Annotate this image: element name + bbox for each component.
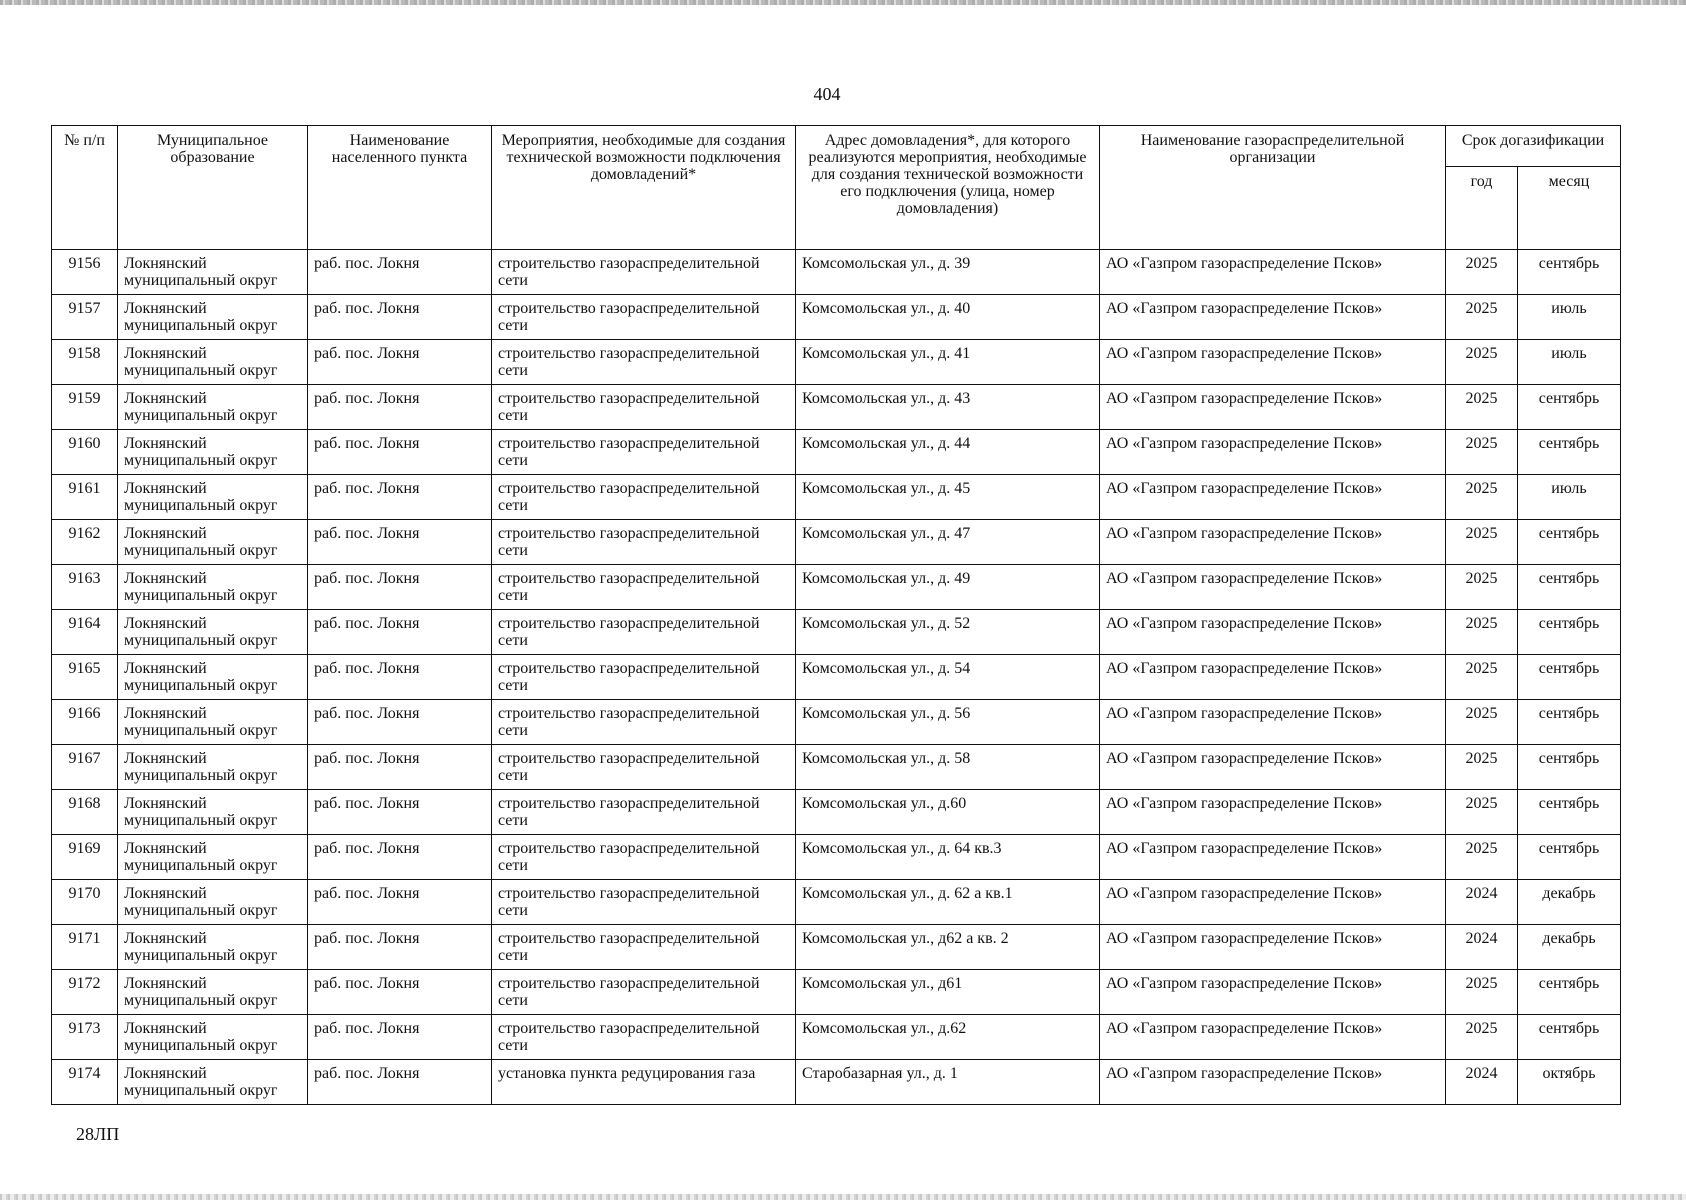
cell-address: Комсомольская ул., д. 39 [796,250,1100,295]
cell-settlement: раб. пос. Локня [308,340,492,385]
cell-address: Комсомольская ул., д. 40 [796,295,1100,340]
cell-settlement: раб. пос. Локня [308,1060,492,1105]
cell-measures: строительство газораспределительной сети [492,565,796,610]
cell-num: 9171 [52,925,118,970]
header-organization: Наименование газораспределительной организации [1100,126,1446,250]
cell-measures: строительство газораспределительной сети [492,520,796,565]
table-row [52,1060,1621,1105]
cell-month: сентябрь [1518,430,1621,475]
cell-settlement: раб. пос. Локня [308,295,492,340]
header-month: месяц [1518,167,1621,250]
cell-settlement: раб. пос. Локня [308,970,492,1015]
cell-municipality: Локнянский муниципальный округ [118,610,308,655]
cell-address: Комсомольская ул., д. 62 а кв.1 [796,880,1100,925]
cell-month: сентябрь [1518,385,1621,430]
cell-month: сентябрь [1518,745,1621,790]
cell-measures: строительство газораспределительной сети [492,610,796,655]
cell-municipality: Локнянский муниципальный округ [118,880,308,925]
cell-num: 9170 [52,880,118,925]
cell-settlement: раб. пос. Локня [308,925,492,970]
table-row [52,745,1621,790]
cell-year: 2025 [1446,790,1518,835]
table-row [52,340,1621,385]
cell-measures: строительство газораспределительной сети [492,655,796,700]
cell-measures: установка пункта редуцирования газа [492,1060,796,1105]
header-num: № п/п [52,126,118,250]
cell-address: Комсомольская ул., д. 52 [796,610,1100,655]
table-row [52,520,1621,565]
cell-municipality: Локнянский муниципальный округ [118,295,308,340]
cell-municipality: Локнянский муниципальный округ [118,745,308,790]
cell-organization: АО «Газпром газораспределение Псков» [1100,340,1446,385]
cell-municipality: Локнянский муниципальный округ [118,340,308,385]
cell-measures: строительство газораспределительной сети [492,700,796,745]
cell-address: Комсомольская ул., д. 49 [796,565,1100,610]
cell-address: Комсомольская ул., д62 а кв. 2 [796,925,1100,970]
cell-municipality: Локнянский муниципальный округ [118,790,308,835]
cell-address: Комсомольская ул., д. 47 [796,520,1100,565]
table-row [52,880,1621,925]
cell-organization: АО «Газпром газораспределение Псков» [1100,880,1446,925]
cell-organization: АО «Газпром газораспределение Псков» [1100,745,1446,790]
cell-num: 9169 [52,835,118,880]
table-row [52,655,1621,700]
cell-municipality: Локнянский муниципальный округ [118,1060,308,1105]
cell-num: 9172 [52,970,118,1015]
cell-year: 2024 [1446,1060,1518,1105]
cell-organization: АО «Газпром газораспределение Псков» [1100,520,1446,565]
cell-month: сентябрь [1518,835,1621,880]
table-row [52,250,1621,295]
cell-address: Комсомольская ул., д. 44 [796,430,1100,475]
cell-municipality: Локнянский муниципальный округ [118,520,308,565]
table-row [52,835,1621,880]
cell-num: 9157 [52,295,118,340]
cell-settlement: раб. пос. Локня [308,880,492,925]
cell-organization: АО «Газпром газораспределение Псков» [1100,475,1446,520]
header-address: Адрес домовладения*, для которого реализуются мероприятия, необходимые для создания технической возможности его подключения (улица, номер домовладения) [796,126,1100,250]
cell-settlement: раб. пос. Локня [308,745,492,790]
cell-settlement: раб. пос. Локня [308,430,492,475]
cell-num: 9164 [52,610,118,655]
cell-month: сентябрь [1518,790,1621,835]
cell-measures: строительство газораспределительной сети [492,1015,796,1060]
scan-edge-top [0,0,1686,5]
cell-organization: АО «Газпром газораспределение Псков» [1100,655,1446,700]
cell-address: Комсомольская ул., д. 58 [796,745,1100,790]
header-measures: Мероприятия, необходимые для создания технической возможности подключения домовладений* [492,126,796,250]
cell-municipality: Локнянский муниципальный округ [118,250,308,295]
cell-year: 2024 [1446,925,1518,970]
cell-organization: АО «Газпром газораспределение Псков» [1100,790,1446,835]
cell-address: Комсомольская ул., д. 45 [796,475,1100,520]
cell-year: 2025 [1446,475,1518,520]
cell-year: 2025 [1446,700,1518,745]
cell-num: 9173 [52,1015,118,1060]
table-row [52,385,1621,430]
cell-month: сентябрь [1518,700,1621,745]
cell-settlement: раб. пос. Локня [308,700,492,745]
cell-year: 2025 [1446,250,1518,295]
cell-municipality: Локнянский муниципальный округ [118,925,308,970]
cell-settlement: раб. пос. Локня [308,610,492,655]
cell-address: Комсомольская ул., д.62 [796,1015,1100,1060]
cell-month: сентябрь [1518,970,1621,1015]
cell-settlement: раб. пос. Локня [308,385,492,430]
cell-month: июль [1518,340,1621,385]
cell-municipality: Локнянский муниципальный округ [118,700,308,745]
cell-num: 9160 [52,430,118,475]
cell-organization: АО «Газпром газораспределение Псков» [1100,970,1446,1015]
cell-year: 2025 [1446,655,1518,700]
cell-month: декабрь [1518,925,1621,970]
cell-address: Старобазарная ул., д. 1 [796,1060,1100,1105]
cell-municipality: Локнянский муниципальный округ [118,385,308,430]
cell-month: сентябрь [1518,565,1621,610]
cell-settlement: раб. пос. Локня [308,475,492,520]
header-municipality: Муниципальное образование [118,126,308,250]
cell-num: 9167 [52,745,118,790]
cell-municipality: Локнянский муниципальный округ [118,1015,308,1060]
cell-organization: АО «Газпром газораспределение Псков» [1100,430,1446,475]
cell-organization: АО «Газпром газораспределение Псков» [1100,1060,1446,1105]
cell-year: 2025 [1446,520,1518,565]
cell-num: 9174 [52,1060,118,1105]
cell-year: 2024 [1446,880,1518,925]
cell-municipality: Локнянский муниципальный округ [118,970,308,1015]
cell-organization: АО «Газпром газораспределение Псков» [1100,835,1446,880]
cell-measures: строительство газораспределительной сети [492,250,796,295]
cell-organization: АО «Газпром газораспределение Псков» [1100,385,1446,430]
table-row [52,430,1621,475]
table-row [52,700,1621,745]
cell-num: 9162 [52,520,118,565]
cell-month: сентябрь [1518,1015,1621,1060]
table-header [52,126,1621,250]
cell-municipality: Локнянский муниципальный округ [118,835,308,880]
header-settlement: Наименование населенного пункта [308,126,492,250]
cell-month: сентябрь [1518,520,1621,565]
cell-settlement: раб. пос. Локня [308,1015,492,1060]
table-row [52,610,1621,655]
cell-address: Комсомольская ул., д.60 [796,790,1100,835]
header-year: год [1446,167,1518,250]
table-row [52,475,1621,520]
cell-organization: АО «Газпром газораспределение Псков» [1100,610,1446,655]
cell-measures: строительство газораспределительной сети [492,745,796,790]
cell-measures: строительство газораспределительной сети [492,475,796,520]
cell-address: Комсомольская ул., д. 54 [796,655,1100,700]
cell-measures: строительство газораспределительной сети [492,295,796,340]
cell-address: Комсомольская ул., д. 64 кв.3 [796,835,1100,880]
table-row [52,925,1621,970]
cell-settlement: раб. пос. Локня [308,250,492,295]
cell-year: 2025 [1446,970,1518,1015]
cell-measures: строительство газораспределительной сети [492,790,796,835]
cell-organization: АО «Газпром газораспределение Псков» [1100,925,1446,970]
cell-address: Комсомольская ул., д. 41 [796,340,1100,385]
cell-month: июль [1518,295,1621,340]
footer-code: 28ЛП [76,1124,120,1144]
cell-year: 2025 [1446,340,1518,385]
cell-organization: АО «Газпром газораспределение Псков» [1100,565,1446,610]
cell-month: июль [1518,475,1621,520]
cell-address: Комсомольская ул., д. 43 [796,385,1100,430]
cell-month: декабрь [1518,880,1621,925]
cell-year: 2025 [1446,745,1518,790]
cell-municipality: Локнянский муниципальный округ [118,655,308,700]
gasification-table [51,125,1621,1105]
table-body [52,250,1621,1105]
cell-num: 9156 [52,250,118,295]
header-term: Срок догазификации [1446,126,1621,167]
cell-measures: строительство газораспределительной сети [492,970,796,1015]
cell-settlement: раб. пос. Локня [308,655,492,700]
cell-num: 9158 [52,340,118,385]
cell-year: 2025 [1446,385,1518,430]
cell-municipality: Локнянский муниципальный округ [118,430,308,475]
cell-year: 2025 [1446,295,1518,340]
cell-year: 2025 [1446,565,1518,610]
cell-num: 9168 [52,790,118,835]
cell-month: сентябрь [1518,250,1621,295]
cell-address: Комсомольская ул., д. 56 [796,700,1100,745]
cell-settlement: раб. пос. Локня [308,565,492,610]
cell-organization: АО «Газпром газораспределение Псков» [1100,295,1446,340]
table-row [52,970,1621,1015]
table-row [52,1015,1621,1060]
cell-num: 9165 [52,655,118,700]
table-row [52,790,1621,835]
scan-edge-bottom [0,1194,1686,1200]
cell-num: 9159 [52,385,118,430]
cell-year: 2025 [1446,610,1518,655]
cell-num: 9161 [52,475,118,520]
page-number: 404 [813,84,841,104]
cell-measures: строительство газораспределительной сети [492,880,796,925]
cell-month: сентябрь [1518,655,1621,700]
table-row [52,295,1621,340]
cell-year: 2025 [1446,835,1518,880]
table-row [52,565,1621,610]
cell-num: 9166 [52,700,118,745]
cell-measures: строительство газораспределительной сети [492,385,796,430]
cell-settlement: раб. пос. Локня [308,520,492,565]
cell-year: 2025 [1446,1015,1518,1060]
cell-organization: АО «Газпром газораспределение Псков» [1100,700,1446,745]
cell-municipality: Локнянский муниципальный округ [118,475,308,520]
cell-settlement: раб. пос. Локня [308,835,492,880]
cell-year: 2025 [1446,430,1518,475]
cell-organization: АО «Газпром газораспределение Псков» [1100,250,1446,295]
cell-measures: строительство газораспределительной сети [492,835,796,880]
cell-month: октябрь [1518,1060,1621,1105]
cell-num: 9163 [52,565,118,610]
cell-measures: строительство газораспределительной сети [492,340,796,385]
cell-address: Комсомольская ул., д61 [796,970,1100,1015]
cell-measures: строительство газораспределительной сети [492,430,796,475]
cell-organization: АО «Газпром газораспределение Псков» [1100,1015,1446,1060]
cell-measures: строительство газораспределительной сети [492,925,796,970]
cell-municipality: Локнянский муниципальный округ [118,565,308,610]
cell-settlement: раб. пос. Локня [308,790,492,835]
cell-month: сентябрь [1518,610,1621,655]
